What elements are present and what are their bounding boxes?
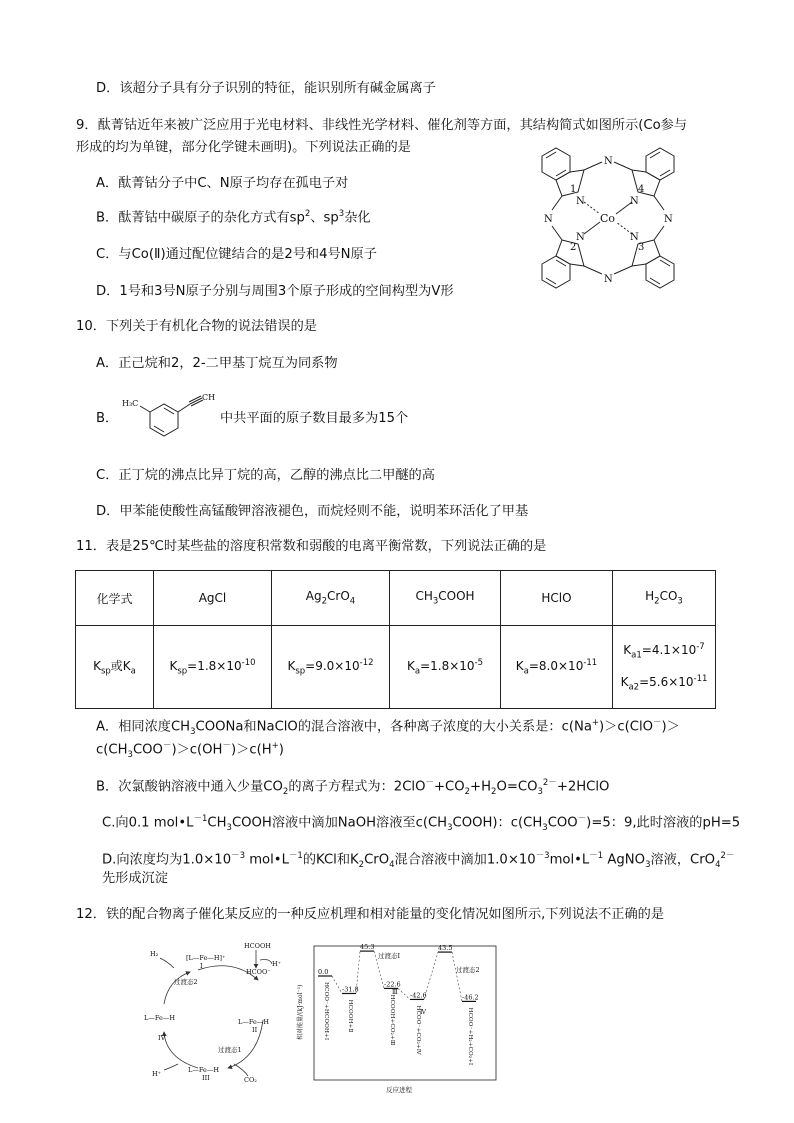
q11-stem: 11．表是25℃时某些盐的溶度积常数和弱酸的电离平衡常数，下列说法正确的是 [76,539,547,554]
energy-level-value: -22.6 [384,980,401,989]
table-header-row [76,571,716,626]
q10-option-d: D．甲苯能使酸性高锰酸钾溶液褪色，而烷烃则不能，说明苯环活化了甲基 [96,504,529,519]
energy-profile-diagram [292,940,502,1095]
cycle-species-i: [L—Fe—H]⁺ [186,954,226,962]
q11-option-d-line2: 先形成沉淀 [102,871,168,886]
energy-species-label: HCOOH+Ⅱ [347,999,353,1033]
energy-connector [452,952,462,1001]
cycle-species-i-number: I [200,962,203,970]
cycle-species-ii-number: II [252,1026,258,1034]
q10-option-b-label: B． [96,411,119,426]
cycle-hcooh: HCOOH [244,942,271,950]
meso-n-top: N [604,156,613,167]
q9-option-b: B．酞菁钴中碳原子的杂化方式有$sp^2$、$sp^3$杂化 [96,209,371,226]
m-ethynyltoluene-structure [120,392,220,444]
header-hclo: HClO [501,571,613,626]
energy-ylabel: 相对能量/(kJ·mol⁻¹) [297,984,304,1040]
energy-xlabel: 反应进程 [386,1086,412,1094]
q12-stem: 12．铁的配合物离子催化某反应的一种反应机理和相对能量的变化情况如图所示,下列说法不正确的是 [76,907,665,922]
energy-connector [332,976,342,993]
q11-option-d-line1: D.向浓度均为$1.0\times 10^{-3}$ $mol•L^{-1}$的KCl和$K_2CrO_4$混合溶液中滴加$1.0\times 10^{-3}mol•L^{-1}$ AgNO$_3$溶液，CrO$_4^{2-}$ [102,851,735,871]
n-number-3: 3 [638,242,645,253]
n-number-4: 4 [638,184,645,195]
cobalt-label: Co [600,212,616,225]
cycle-species-iii: L—Fe—H [188,1066,219,1074]
cobalt-phthalocyanine-structure [518,144,698,292]
q8-option-d: D．该超分子具有分子识别的特征，能识别所有碱金属离子 [96,81,436,96]
q9-stem-line2: 形成的均为单键，部分化学键未画明)。下列说法正确的是 [76,140,411,155]
cycle-hcoo: HCOO⁻ [246,968,271,976]
q11-option-a-line2: $c(CH_3COO^-)>c(OH^-)>c(H^+)$ [96,741,284,761]
q11-option-b: B．次氯酸钠溶液中通入少量$CO_2$的离子方程式为：$2ClO^-+CO_2+H_2O=CO_3^{2-}+2HClO$ [96,778,610,798]
cycle-hplus: H⁺ [272,960,282,968]
energy-level-iii-marker: Ⅲ [392,989,398,996]
cycle-ts1: 过渡态1 [218,1046,242,1054]
energy-level-value: -42.6 [410,991,427,1000]
header-ch3cooh: $CH_3COOH$ [390,571,501,626]
q11-option-c: C.向0.1 $mol•L^{-1}CH_3COOH$溶液中滴加NaOH溶液至$c(CH_3COOH)$：$c(CH_3COO^-)=5$：9,此时溶液的pH=5 [102,814,741,834]
header-ag2cro4: $Ag_2CrO_4$ [272,571,390,626]
energy-level-value: 43.5 [438,944,453,953]
header-agcl: AgCl [154,571,272,626]
cell-h2co3-ka: $K_{a1}=4.1\times 10^{-7}$ $K_{a2}=5.6\times 10^{-11}$ [613,626,716,709]
header-h2co3: $H_2CO_3$ [613,571,716,626]
cell-hclo-ka: $K_a=8.0\times 10^{-11}$ [501,626,613,709]
pyrrole-n-3: N [630,232,639,243]
q10-option-a: A．正己烷和2，2-二甲基丁烷互为同系物 [96,356,338,371]
q10-option-b-text: 中共平面的原子数目最多为15个 [220,411,409,426]
energy-level-value: -31.8 [342,985,359,994]
cell-agcl-ksp: $K_{sp}=1.8\times 10^{-10}$ [154,626,272,709]
cycle-h2: H₂ [150,950,159,958]
methyl-group-label: H₃C [122,399,139,408]
q9-option-c: C．与Co(Ⅱ)通过配位键结合的是2号和4号N原子 [96,247,377,262]
n-number-1: 1 [570,184,577,195]
cell-ch3cooh-ka: $K_a=1.8\times 10^{-5}$ [390,626,501,709]
q10-option-c: C．正丁烷的沸点比异丁烷的高，乙醇的沸点比二甲醚的高 [96,468,435,483]
q11-option-a-line1: A．相同浓度$CH_3COONa$和NaClO的混合溶液中，各种离子浓度的大小关系是：c(Na+)＞c(ClO－)＞ [96,718,680,738]
meso-n-right: N [664,214,673,225]
energy-level-value: -46.2 [462,993,479,1002]
energy-connector [398,988,410,999]
meso-n-left: N [544,214,553,225]
constants-table [75,570,716,709]
pyrrole-n-1: N [576,196,585,207]
ethynyl-group-label: CH [202,393,216,402]
energy-species-label: HCOOH+CO₂+Ⅲ [389,994,395,1046]
q9-option-d: D．1号和3号N原子分别与周围3个原子形成的空间构型为V形 [96,284,454,299]
cycle-hplus-2: H⁺ [152,1070,162,1078]
cycle-species-iv-number: IV [158,1034,166,1042]
q9-option-a: A．酞菁钴分子中C、N原子均存在孤电子对 [96,176,349,191]
cycle-species-ii: L—Fe—H [238,1018,269,1026]
meso-n-bottom: N [604,274,613,285]
q9-stem-line1: 9．酞菁钴近年来被广泛应用于光电材料、非线性光学材料、催化剂等方面，其结构简式如图所示(Co参与 [76,118,688,133]
header-formula: 化学式 [76,571,154,626]
energy-ts1-label: 过渡态Ⅰ [378,952,401,960]
energy-species-label: HCOO⁻+HCOOH+Ⅰ [323,982,329,1041]
catalytic-cycle-diagram [138,940,306,1085]
energy-level-iv-marker: Ⅳ [420,1009,426,1016]
pyrrole-n-2: N [576,232,585,243]
n-number-2: 2 [570,242,577,253]
energy-level-value: 0.0 [318,968,329,976]
cycle-ts2: 过渡态2 [174,978,198,986]
pyrrole-n-4: N [630,196,639,207]
energy-species-label: HCOO⁻+CO₂+Ⅳ [415,1005,421,1055]
energy-ts2-label: 过渡态2 [456,966,480,974]
cycle-species-iii-number: III [202,1074,210,1082]
energy-species-label: HCOO⁻+H₂+CO₂+Ⅰ [467,1007,473,1066]
energy-level-value: 45.3 [360,943,375,952]
q10-stem: 10．下列关于有机化合物的说法错误的是 [76,319,317,334]
cell-ag2cro4-ksp: $K_{sp}=9.0\times 10^{-12}$ [272,626,390,709]
row-label: $K_{sp}$或$K_a$ [76,626,154,709]
cycle-species-iv: L—Fe—H [144,1014,175,1022]
cycle-co2: CO₂ [244,1076,257,1084]
table-row [76,626,716,709]
